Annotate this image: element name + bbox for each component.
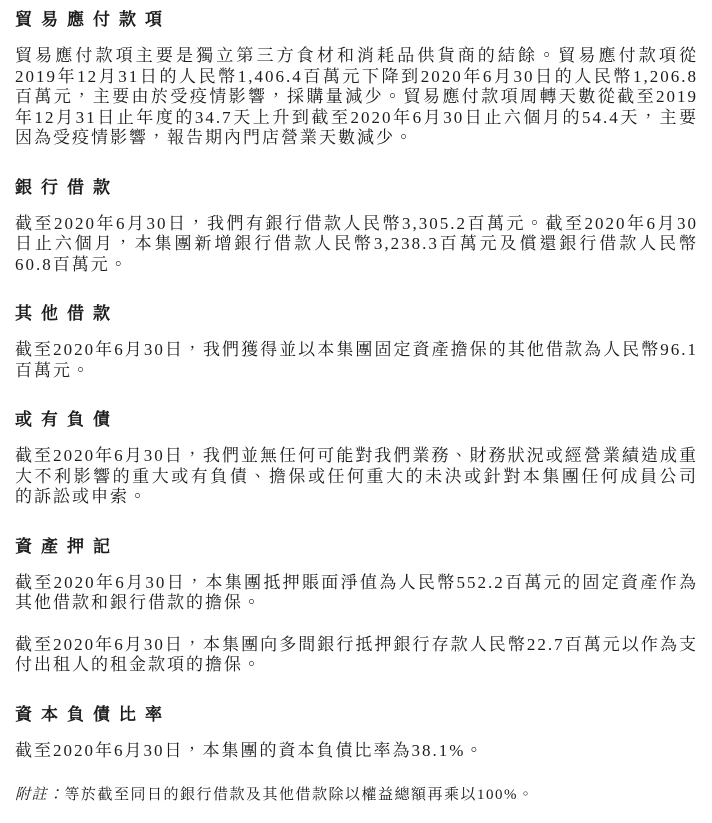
section-other-borrowings xyxy=(15,302,698,381)
footnote xyxy=(15,786,698,805)
paragraph-contingent-liabilities: 截至2020年6月30日，我們並無任何可能對我們業務、財務狀況或經營業績造成重大不利影響的重大或有負債、擔保或任何重大的未決或針對本集團任何成員公司的訴訟或申索。 xyxy=(15,446,698,506)
paragraph-other-borrowings: 截至2020年6月30日，我們獲得並以本集團固定資產擔保的其他借款為人民幣96.1百萬元。 xyxy=(15,340,698,380)
paragraph-bank-borrowings: 截至2020年6月30日，我們有銀行借款人民幣3,305.2百萬元。截至2020年6月30日止六個月，本集團新增銀行借款人民幣3,238.3百萬元及償還銀行借款人民幣60.8百萬元。 xyxy=(15,213,698,274)
section-gearing-ratio xyxy=(15,703,698,762)
heading-other-borrowings: 其他借款 xyxy=(15,304,119,323)
section-contingent-liabilities xyxy=(15,408,698,508)
paragraph-gearing-ratio: 截至2020年6月30日，本集團的資本負債比率為38.1%。 xyxy=(15,740,485,760)
heading-trade-payables: 貿易應付款項 xyxy=(15,10,171,29)
footnote-label: 附註： xyxy=(15,787,65,803)
footnote-text: 等於截至同日的銀行借款及其他借款除以權益總額再乘以100%。 xyxy=(64,787,535,803)
paragraph-pledge-of-assets-bank-deposits: 截至2020年6月30日，本集團向多間銀行抵押銀行存款人民幣22.7百萬元以作為支付出租人的租金款項的擔保。 xyxy=(15,634,698,674)
heading-bank-borrowings: 銀行借款 xyxy=(15,177,119,197)
paragraph-trade-payables: 貿易應付款項主要是獨立第三方食材和消耗品供貨商的結餘。貿易應付款項從2019年12月31日的人民幣1,406.4百萬元下降到2020年6月30日的人民幣1,206.8百萬元，主要由於受疫情影響，採購量減少。貿易應付款項周轉天數從截至2019年12月31日止年度的34.7天上升到截至2020年6月30日止六個月的54.4天，主要因為受疫情影響，報告期內門店營業天數減少。 xyxy=(15,46,698,147)
heading-contingent-liabilities: 或有負債 xyxy=(15,410,119,429)
section-trade-payables xyxy=(15,8,698,149)
section-pledge-of-assets xyxy=(15,535,698,676)
section-bank-borrowings xyxy=(15,176,698,276)
heading-pledge-of-assets: 資產押記 xyxy=(15,536,119,556)
heading-gearing-ratio: 資本負債比率 xyxy=(15,704,171,724)
paragraph-pledge-of-assets-fixed-assets: 截至2020年6月30日，本集團抵押賬面淨值為人民幣552.2百萬元的固定資產作為其他借款和銀行借款的擔保。 xyxy=(15,572,698,612)
